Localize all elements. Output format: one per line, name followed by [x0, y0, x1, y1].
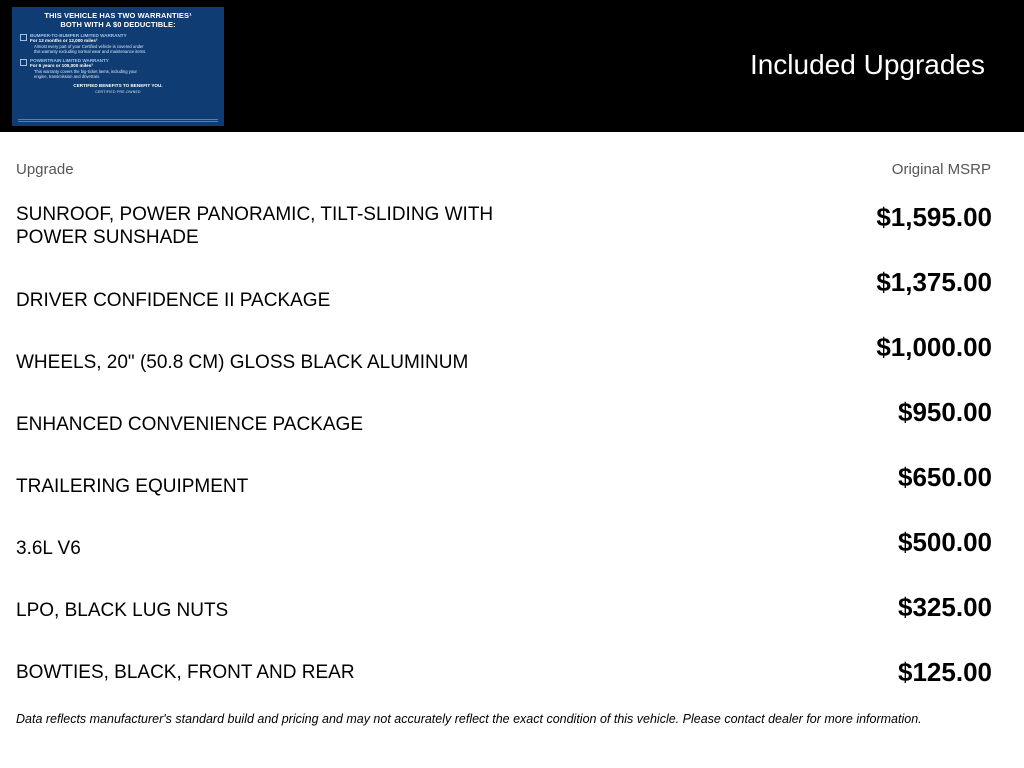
- checkbox-icon: [20, 34, 27, 41]
- fine-print: [18, 117, 218, 123]
- warranty-item-desc: engine, transmission and drivetrain.: [34, 73, 101, 79]
- warranty-item-desc: This warranty covers the big-ticket items, including your: [34, 68, 137, 74]
- warranty-item-desc: Almost every part of your Certified vehicle is covered under: [34, 43, 144, 49]
- warranty-item: [20, 33, 216, 54]
- upgrade-price: $1,375.00: [876, 267, 992, 297]
- upgrade-price: $125.00: [898, 657, 992, 687]
- warranty-headline-2: BOTH WITH A $0 DEDUCTIBLE:: [60, 19, 176, 29]
- upgrade-price: $500.00: [898, 527, 992, 557]
- upgrade-price: $1,000.00: [876, 332, 992, 362]
- upgrade-name: 3.6L V6: [16, 538, 81, 559]
- upgrade-price: $950.00: [898, 397, 992, 427]
- warranty-item-subtitle: For 12 months or 12,000 miles²: [30, 38, 98, 44]
- upgrade-price: $650.00: [898, 462, 992, 492]
- warranty-footer: CERTIFIED BENEFITS TO BENEFIT YOU.: [73, 82, 163, 88]
- warranty-item-title: POWERTRAIN LIMITED WARRANTY: [30, 57, 109, 63]
- warranty-item-title: BUMPER-TO-BUMPER LIMITED WARRANTY: [30, 33, 127, 38]
- checkbox-icon: [20, 59, 27, 66]
- upgrade-price: $1,595.00: [876, 202, 992, 232]
- column-header-upgrade: Upgrade: [16, 161, 74, 178]
- upgrade-name: TRAILERING EQUIPMENT: [16, 476, 249, 497]
- upgrade-price: $325.00: [898, 592, 992, 622]
- header-bar: [0, 0, 1024, 132]
- warranty-thumbnail: [12, 7, 224, 126]
- brand-logo: CERTIFIED PRE-OWNED: [95, 90, 141, 95]
- upgrade-name: WHEELS, 20" (50.8 CM) GLOSS BLACK ALUMINUM: [16, 352, 469, 373]
- upgrade-name: DRIVER CONFIDENCE II PACKAGE: [16, 290, 331, 311]
- warranty-headline-1: THIS VEHICLE HAS TWO WARRANTIES¹: [44, 11, 192, 20]
- upgrade-name: BOWTIES, BLACK, FRONT AND REAR: [16, 662, 355, 683]
- warranty-item-desc: this warranty excluding normal wear and maintenance items.: [34, 48, 147, 54]
- page-title: Included Upgrades: [749, 49, 985, 80]
- upgrade-name: SUNROOF, POWER PANORAMIC, TILT-SLIDING WITH POWER SUNSHADE: [16, 204, 494, 248]
- disclaimer: Data reflects manufacturer's standard build and pricing and may not accurately reflect the exact condition of this vehicle. Please contact dealer for more information.: [16, 712, 922, 726]
- warranty-item: [20, 58, 216, 79]
- column-header-msrp: Original MSRP: [891, 161, 991, 178]
- upgrade-name: LPO, BLACK LUG NUTS: [16, 600, 229, 621]
- upgrade-name: ENHANCED CONVENIENCE PACKAGE: [16, 414, 363, 435]
- warranty-item-subtitle: For 6 years or 100,000 miles³: [30, 63, 93, 69]
